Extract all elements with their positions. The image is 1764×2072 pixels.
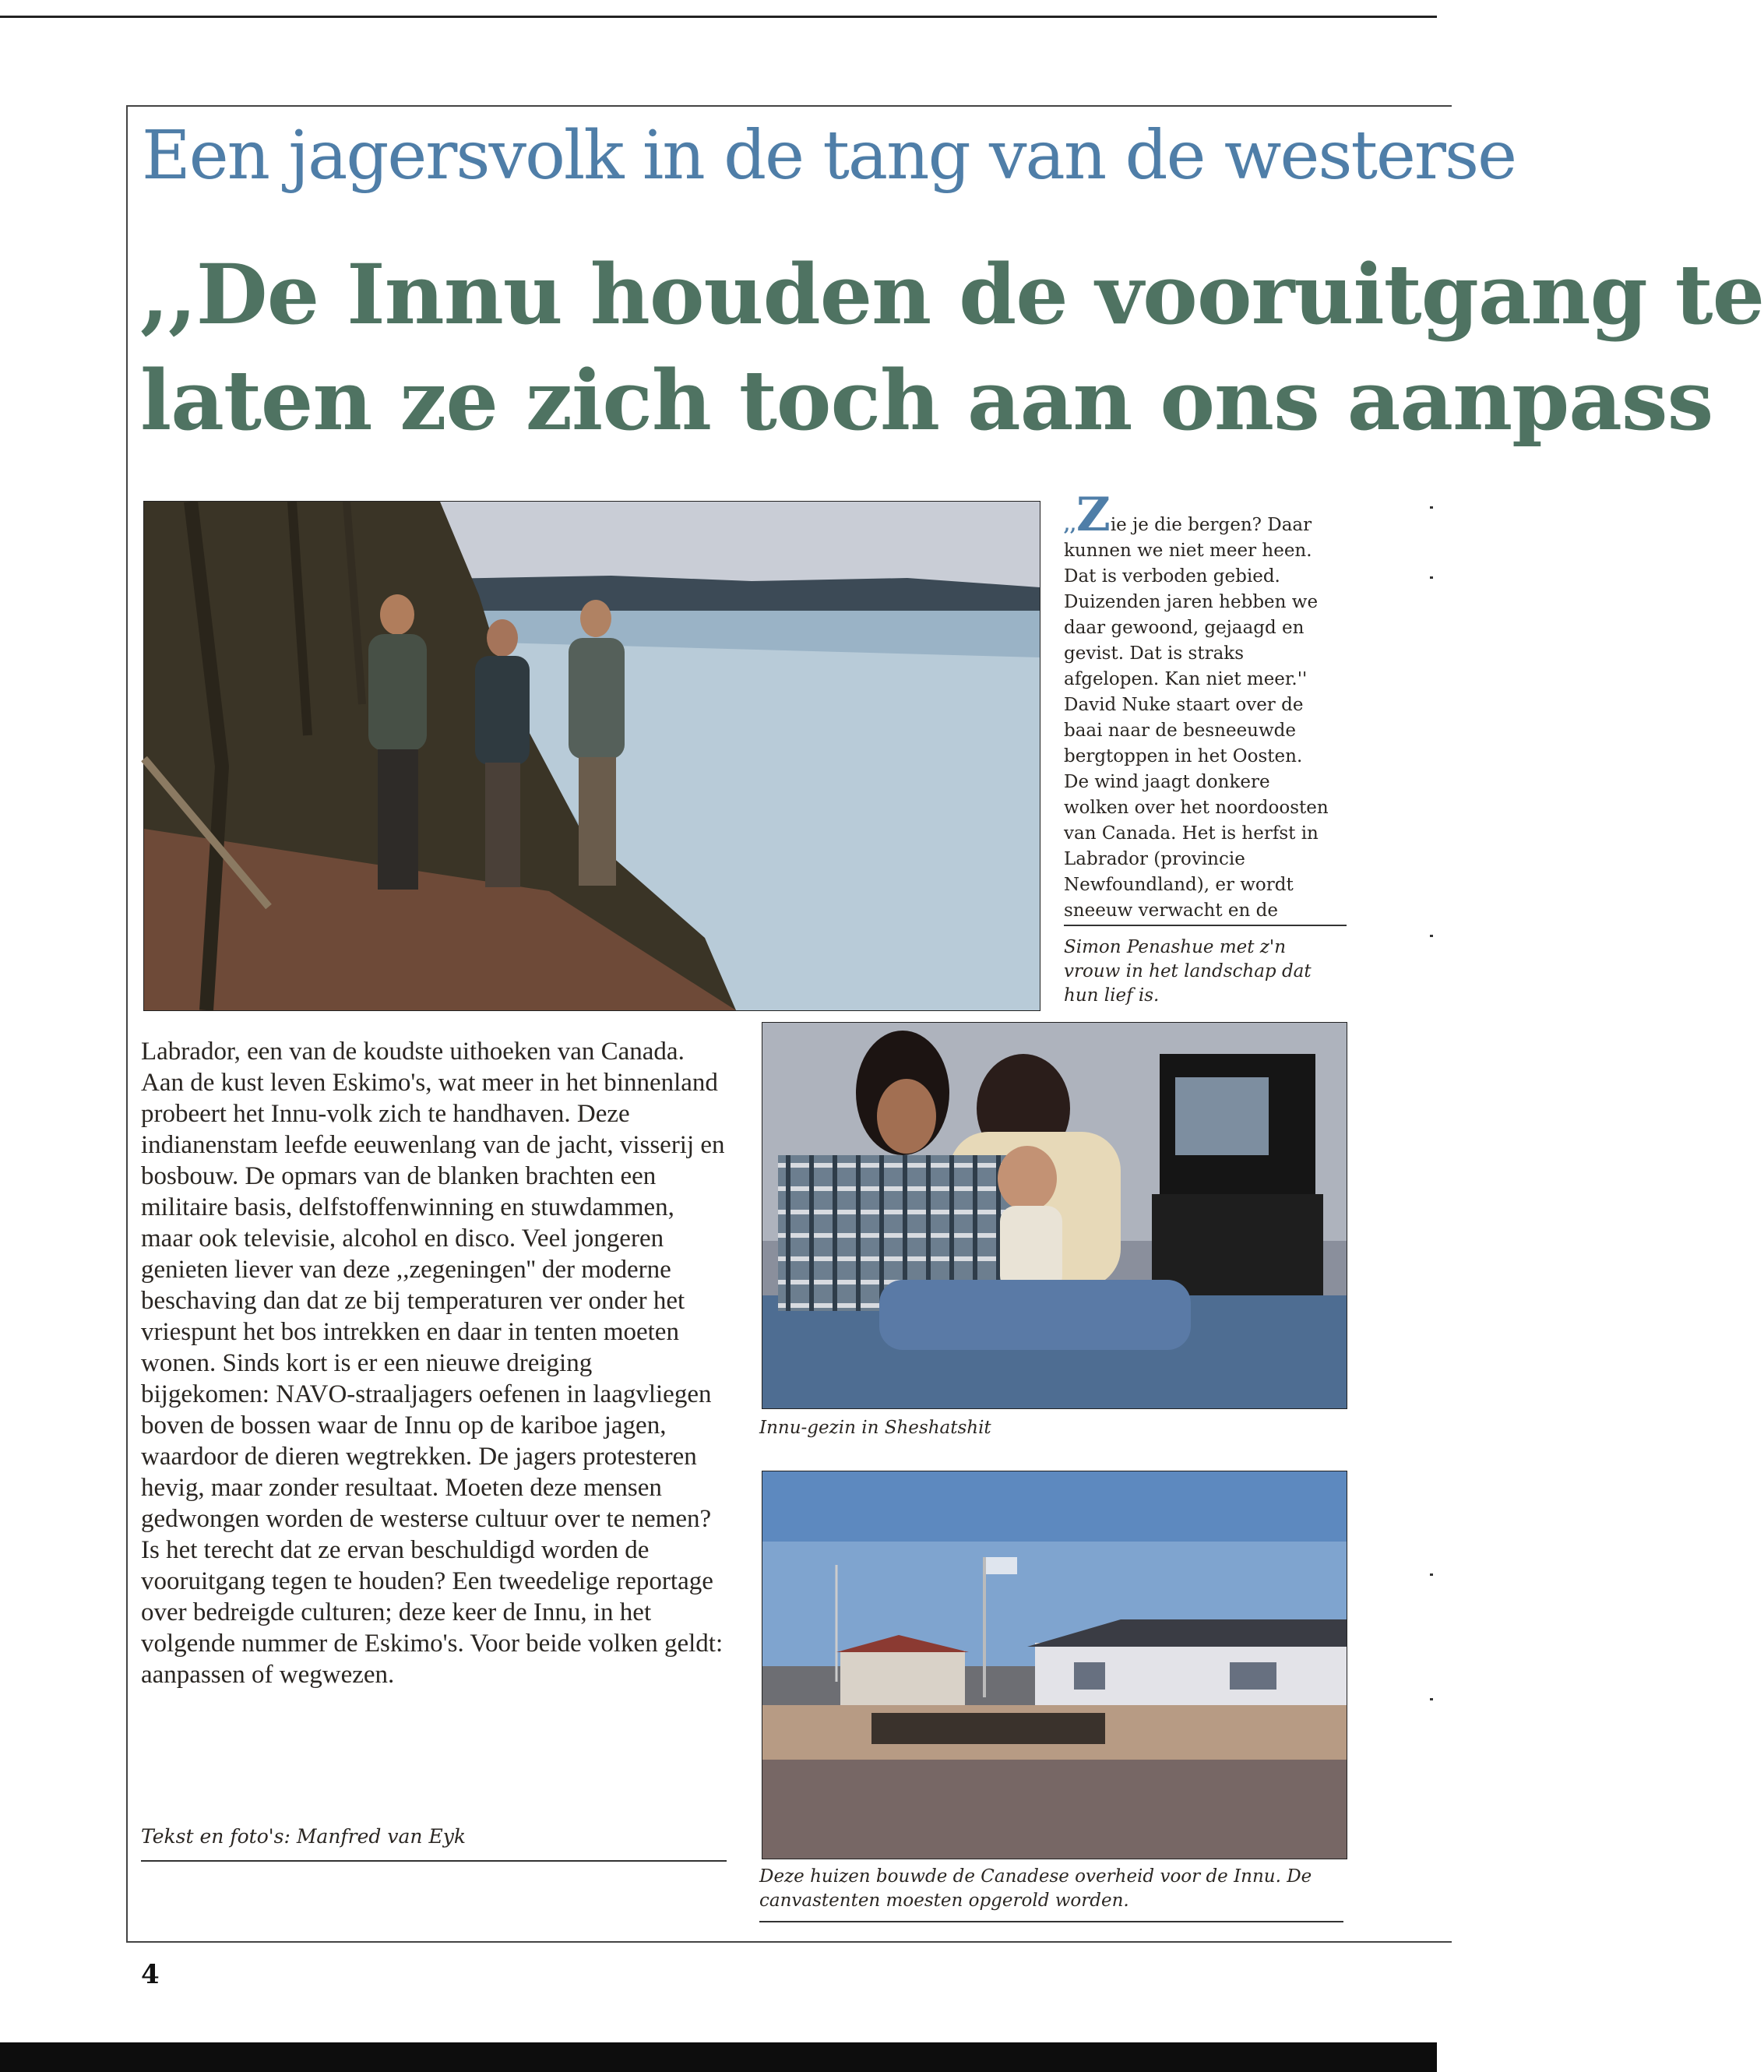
lead-paragraph (1064, 488, 1333, 924)
page-number: 4 (141, 1959, 160, 1990)
lead-text: ie je die bergen? Daar kunnen we niet meer heen. Dat is verboden gebied. Duizenden jaren hebben we daar gewoond, gejaagd en gevist. Dat is straks afgelopen. Kan niet meer.'' David Nuke staart over de baai naar de besneeuwde bergtoppen in het Oosten. De wind jaagt donkere wolken over het noordoosten van Canada. Het is herfst in Labrador (provincie Newfoundland), er wordt sneeuw verwacht en de (1064, 515, 1329, 921)
landscape-caption: Simon Penashue met z'n vrouw in het landschap dat hun lief is. (1064, 937, 1312, 1006)
edge-mark (1430, 1573, 1433, 1576)
headline-line-1: ,,De Innu houden de vooruitgang te (140, 245, 1764, 343)
houses-photo (762, 1471, 1347, 1859)
houses-caption: Deze huizen bouwde de Canadese overheid voor de Innu. De canvastenten moesten opgerold worden. (759, 1866, 1312, 1911)
body-text: Labrador, een van de koudste uithoeken van Canada. Aan de kust leven Eskimo's, wat meer in het binnenland probeert het Innu-volk zich te handhaven. Deze indianenstam leefde eeuwenlang van de jacht, visserij en bosbouw. De opmars van de blanken brachten een militaire basis, delfstoffenwinning en stuwdammen, maar ook televisie, alcohol en disco. Veel jongeren genieten liever van deze ,,zegeningen'' der moderne beschaving dan dat ze bij temperaturen ver onder het vriespunt het bos intrekken en daar in tenten moeten wonen. Sinds kort is er een nieuwe dreiging bijgekomen: NAVO-straaljagers oefenen in laagvliegen boven de bossen waar de Innu op de kariboe jagen, waardoor de dieren wegtrekken. De jagers protesteren hevig, maar zonder resultaat. Moeten deze mensen gedwongen worden de westerse cultuur over te nemen? Is het terecht dat ze ervan beschuldigd worden de vooruitgang tegen te houden? Een tweedelige reportage over bedreigde culturen; deze keer de Innu, in het volgende nummer de Eskimo's. Voor beide volken geldt: aanpassen of wegwezen. (141, 1038, 725, 1689)
caption-rule-houses (759, 1921, 1343, 1922)
edge-mark (1430, 1698, 1433, 1700)
photo-credit: Tekst en foto's: Manfred van Eyk (141, 1825, 466, 1848)
article-headline (140, 241, 1764, 453)
edge-mark (1430, 576, 1433, 579)
lead-quote-mark: ,, (1064, 514, 1077, 535)
caption-rule-landscape (1064, 925, 1347, 926)
edge-mark (1430, 506, 1433, 509)
edge-mark (1430, 935, 1433, 937)
landscape-photo (143, 501, 1040, 1011)
family-photo (762, 1022, 1347, 1409)
scan-edge-top (0, 0, 1437, 18)
lead-dropcap: Z (1076, 488, 1111, 542)
headline-line-2: laten ze zich toch aan ons aanpass (140, 351, 1713, 449)
article-kicker: Een jagersvolk in de tang van de westerse (142, 117, 1516, 195)
credit-rule (141, 1860, 727, 1862)
family-caption: Innu-gezin in Sheshatshit (759, 1418, 991, 1438)
scan-edge-bottom (0, 2042, 1437, 2072)
